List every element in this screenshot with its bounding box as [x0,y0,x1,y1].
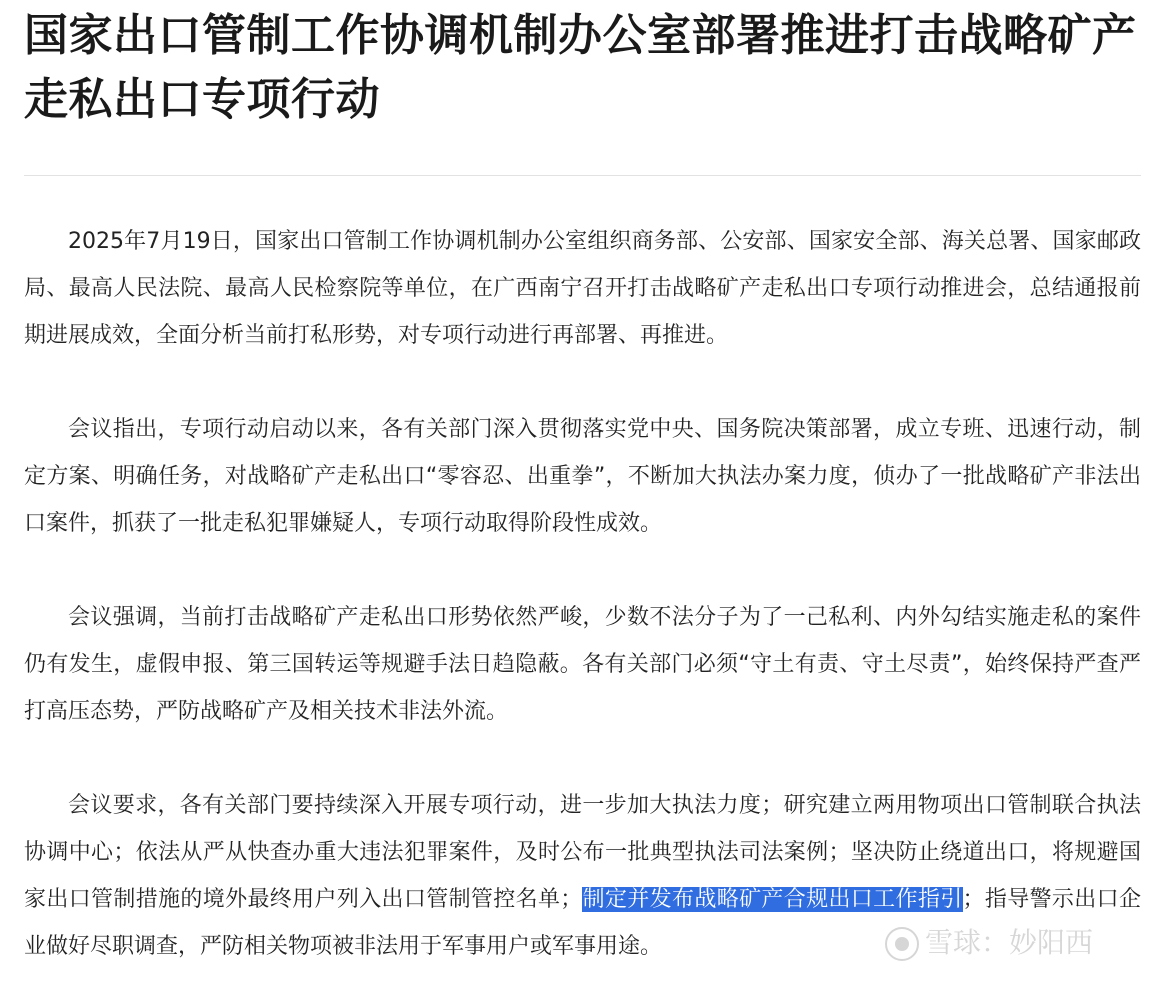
watermark-text: 雪球：妙阳西 [925,926,1094,959]
selected-text-highlight[interactable]: 制定并发布战略矿产合规出口工作指引 [582,887,963,912]
article-paragraph-4 [24,782,1141,970]
title-divider [24,175,1141,176]
article [24,0,1141,970]
article-paragraph-1: 2025年7月19日，国家出口管制工作协调机制办公室组织商务部、公安部、国家安全部、海关总署、国家邮政局、最高人民法院、最高人民检察院等单位，在广西南宁召开打击战略矿产走私出口专项行动推进会，总结通报前期进展成效，全面分析当前打私形势，对专项行动进行再部署、再推进。 [24,229,1141,348]
paragraph-4-text-after: ；指导警示出口企业做好尽职调查，严防相关物项被非法用于军事用户或军事用途。 [24,887,1141,959]
article-paragraph-2: 会议指出，专项行动启动以来，各有关部门深入贯彻落实党中央、国务院决策部署，成立专班、迅速行动，制定方案、明确任务，对战略矿产走私出口“零容忍、出重拳”，不断加大执法办案力度，侦办了一批战略矿产非法出口案件，抓获了一批走私犯罪嫌疑人，专项行动取得阶段性成效。 [24,417,1141,536]
article-paragraph-3: 会议强调，当前打击战略矿产走私出口形势依然严峻，少数不法分子为了一己私利、内外勾结实施走私的案件仍有发生，虚假申报、第三国转运等规避手法日趋隐蔽。各有关部门必须“守土有责、守土尽责”，始终保持严查严打高压态势，严防战略矿产及相关技术非法外流。 [24,605,1141,724]
article-title: 国家出口管制工作协调机制办公室部署推进打击战略矿产走私出口专项行动 [24,10,1137,125]
paragraph-4-text-before: 会议要求，各有关部门要持续深入开展专项行动，进一步加大执法力度；研究建立两用物项出口管制联合执法协调中心；依法从严从快查办重大违法犯罪案件，及时公布一批典型执法司法案例；坚决防止绕道出口，将规避国家出口管制措施的境外最终用户列入出口管制管控名单； [24,793,1141,912]
